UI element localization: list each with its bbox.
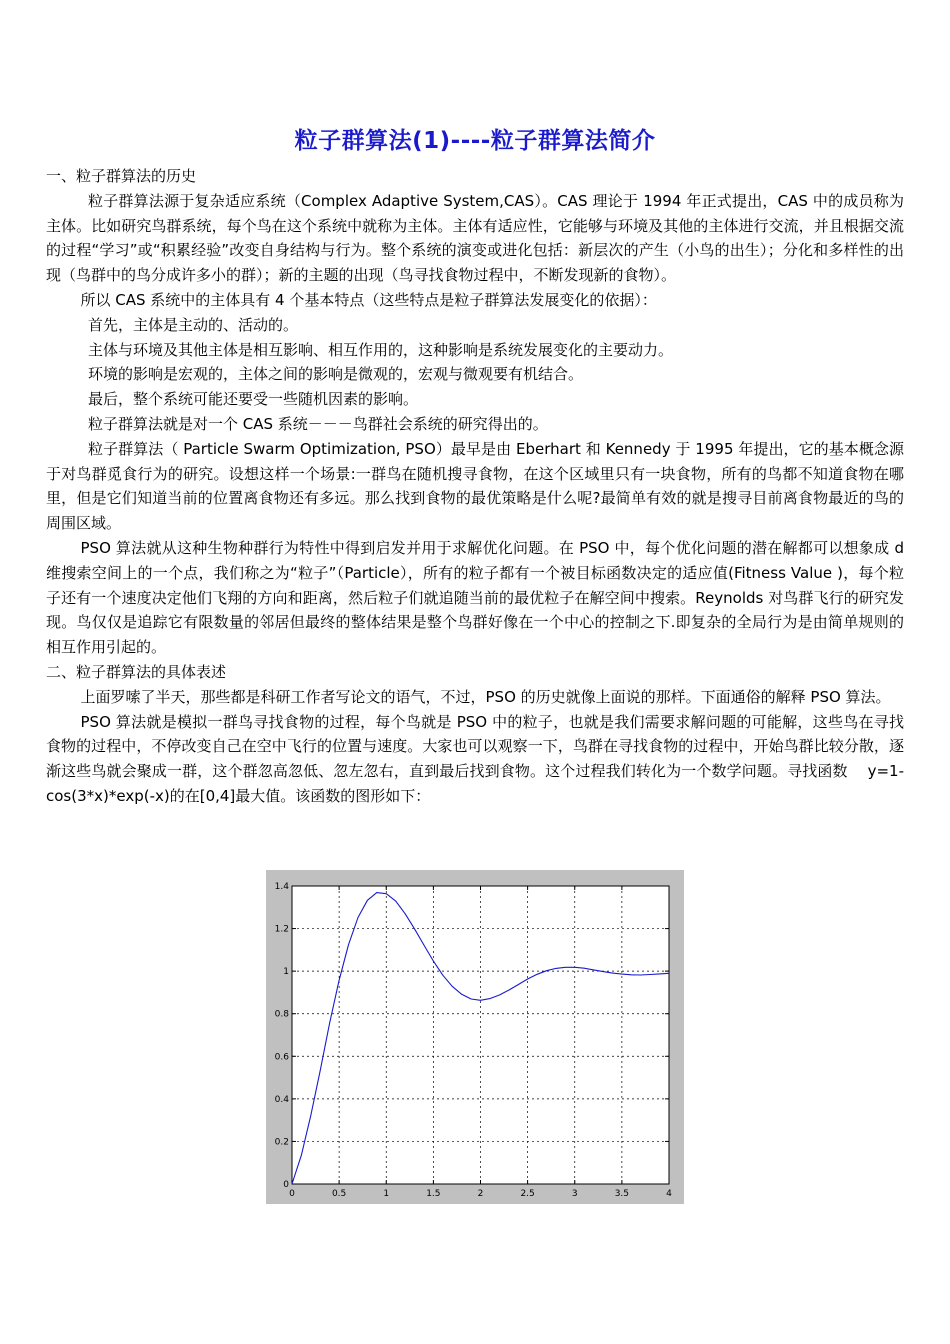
paragraph: 粒子群算法源于复杂适应系统（Complex Adaptive System,CAS）。CAS 理论于 1994 年正式提出，CAS 中的成员称为主体。比如研究鸟群系统，每个鸟在这个系统中就称为主体。主体有适应性，它能够与环境及其他的主体进行交流，并且根据交流的过程“学习”或“积累经验”改变自身结构与行为。整个系统的演变或进化包括：新层次的产生（小鸟的出生）；分化和多样性的出现（鸟群中的鸟分成许多小的群）；新的主题的出现（鸟寻找食物过程中，不断发现新的食物）。 (46, 191, 904, 285)
x-tick-label: 0.5 (331, 1189, 347, 1199)
y-tick-label: 1.4 (274, 882, 289, 892)
section-1-heading: 一、粒子群算法的历史 (46, 167, 197, 185)
paragraph: PSO 算法就是模拟一群鸟寻找食物的过程，每个鸟就是 PSO 中的粒子，也就是我们需要求解问题的可能解，这些鸟在寻找食物的过程中，不停改变自己在空中飞行的位置与速度。大家也可以观察一下，鸟群在寻找食物的过程中，开始鸟群比较分散，逐渐这些鸟就会聚成一群，这个群忽高忽低、忽左忽右，直到最后找到食物。这个过程我们转化为一个数学问题。寻找函数 y=1-cos(3*x)*exp(-x)的在[0,4]最大值。该函数的图形如下： (46, 712, 904, 805)
document-body (46, 164, 904, 809)
y-tick-label: 0.6 (274, 1052, 289, 1063)
x-tick-label: 4 (666, 1189, 672, 1199)
y-tick-labels (275, 882, 290, 1190)
paragraph: 环境的影响是宏观的，主体之间的影响是微观的，宏观与微观要有机结合。 (88, 365, 584, 384)
document-title: 粒子群算法(1)----粒子群算法简介 (294, 128, 656, 154)
paragraph: 最后，整个系统可能还要受一些随机因素的影响。 (88, 390, 419, 409)
x-tick-label: 2.5 (520, 1189, 535, 1199)
x-tick-label: 3.5 (614, 1189, 630, 1199)
y-tick-label: 0.4 (274, 1094, 289, 1105)
y-tick-label: 0.8 (274, 1009, 289, 1020)
paragraph: 粒子群算法就是对一个 CAS 系统－－－鸟群社会系统的研究得出的。 (88, 414, 548, 433)
paragraph: 粒子群算法（ Particle Swarm Optimization, PSO）最早是由 Eberhart 和 Kennedy 于 1995 年提出，它的基本概念源于对鸟群觅食行为的研究。设想这样一个场景:一群鸟在随机搜寻食物，在这个区域里只有一块食物，所有的鸟都不知道食物在哪里，但是它们知道当前的位置离食物还有多远。那么找到食物的最优策略是什么呢?最简单有效的就是搜寻目前离食物最近的鸟的周围区域。 (46, 439, 904, 533)
x-tick-labels (289, 1189, 672, 1199)
x-tick-label: 2 (477, 1189, 484, 1199)
paragraph: 所以 CAS 系统中的主体具有 4 个基本特点（这些特点是粒子群算法发展变化的依据）： (80, 290, 657, 309)
x-tick-label: 3 (571, 1189, 578, 1199)
paragraph: PSO 算法就从这种生物种群行为特性中得到启发并用于求解优化问题。在 PSO 中，每个优化问题的潜在解都可以想象成 d 维搜索空间上的一个点，我们称之为“粒子”（Particle），所有的粒子都有一个被目标函数决定的适应值(Fitness Value )，每个粒子还有一个速度决定他们飞翔的方向和距离，然后粒子们就追随当前的最优粒子在解空间中搜索。Reynolds 对鸟群飞行的研究发现。鸟仅仅是追踪它有限数量的邻居但最终的整体结果是整个鸟群好像在一个中心的控制之下.即复杂的全局行为是由简单规则的相互作用引起的。 (46, 538, 904, 657)
function-plot (266, 870, 684, 1204)
x-tick-label: 1.5 (426, 1189, 441, 1199)
x-tick-label: 0 (289, 1189, 295, 1199)
paragraph: 上面罗嗦了半天，那些都是科研工作者写论文的语气，不过，PSO 的历史就像上面说的那样。下面通俗的解释 PSO 算法。 (80, 687, 891, 706)
section-2-heading: 二、粒子群算法的具体表述 (46, 662, 227, 681)
plot-area (292, 886, 669, 1184)
y-tick-label: 1 (283, 967, 289, 978)
y-tick-label: 0.2 (274, 1137, 289, 1148)
y-tick-label: 1.2 (274, 924, 289, 935)
function-plot-figure (266, 870, 684, 1204)
paragraph: 首先，主体是主动的、活动的。 (88, 315, 299, 334)
x-tick-label: 1 (383, 1189, 390, 1199)
paragraph: 主体与环境及其他主体是相互影响、相互作用的，这种影响是系统发展变化的主要动力。 (88, 340, 674, 359)
y-tick-label: 0 (283, 1180, 289, 1190)
